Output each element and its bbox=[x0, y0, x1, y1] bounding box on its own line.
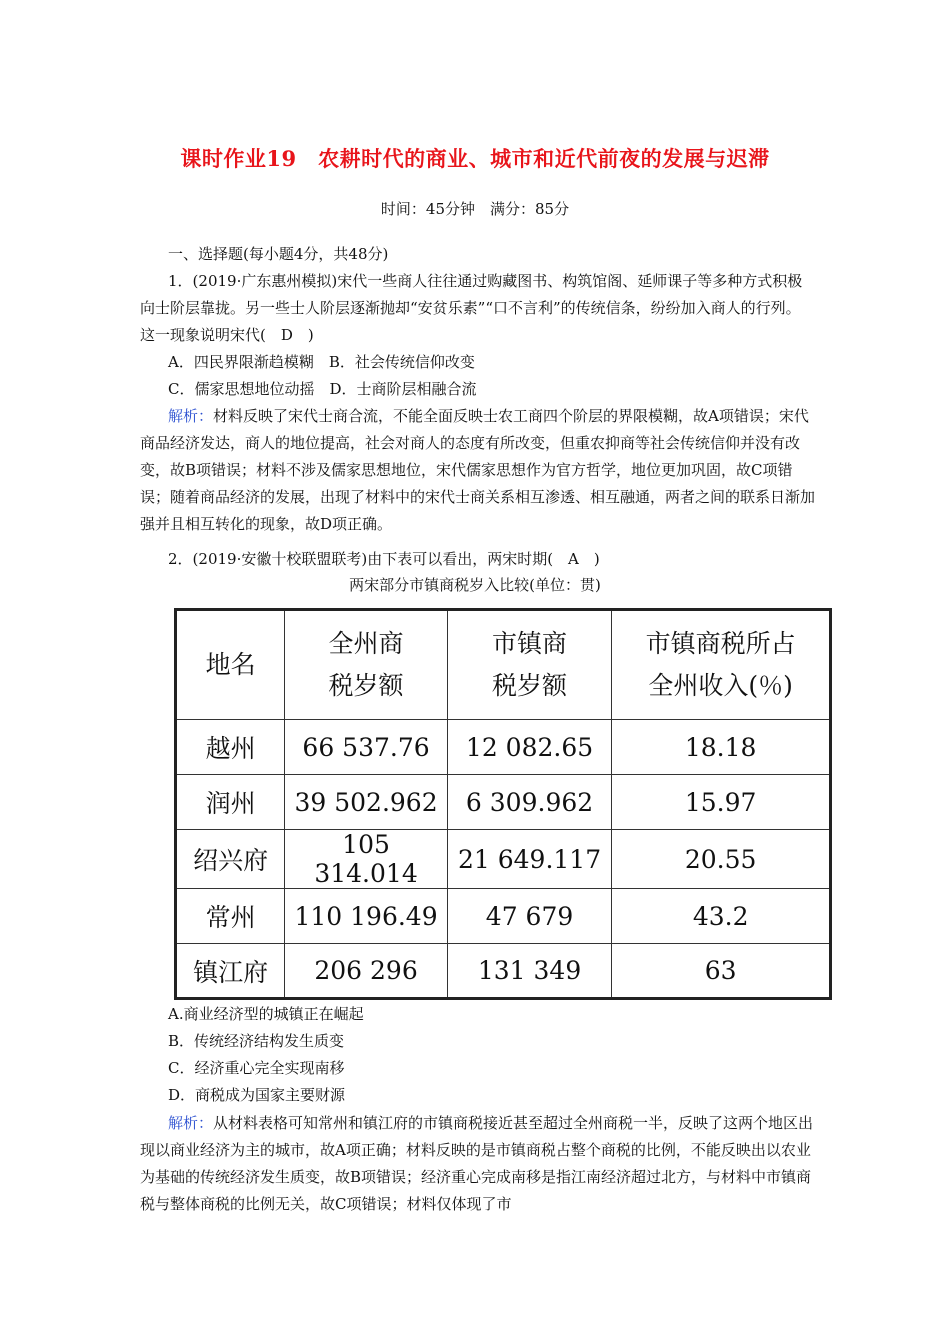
cell-prefecture-tax: 110 196.49 bbox=[285, 889, 448, 944]
q1-analysis-text: 材料反映了宋代士商合流，不能全面反映士农工商四个阶层的界限模糊，故A项错误；宋代商品经济发达，商人的地位提高，社会对商人的态度有所改变，但重农抑商等社会传统信仰并没有改变，故B项错误；材料不涉及儒家思想地位，宋代儒家思想作为官方哲学，地位更加巩固，故C项错误；随着商品经济的发展，出现了材料中的宋代士商关系相互渗透、相互融通，两者之间的联系日渐加强并且相互转化的现象，故D项正确。 bbox=[140, 407, 816, 533]
cell-prefecture-tax: 105 314.014 bbox=[285, 830, 448, 889]
q1-options-cd: C．儒家思想地位动摇 D．士商阶层相融合流 bbox=[168, 380, 477, 398]
time-info: 时间：45分钟 满分：85分 bbox=[380, 200, 570, 218]
table-row bbox=[176, 889, 831, 944]
q2-option-b: B．传统经济结构发生质变 bbox=[168, 1032, 345, 1050]
q2-analysis-text: 从材料表格可知常州和镇江府的市镇商税接近甚至超过全州商税一半，反映了这两个地区出现以商业经济为主的城市，故A项正确；材料反映的是市镇商税占整个商税的比例，不能反映出以农业为基础的传统经济发生质变，故B项错误；经济重心完成南移是指江南经济超过北方，与材料中市镇商税与整体商税的比例无关，故C项错误；材料仅体现了市 bbox=[140, 1114, 814, 1213]
cell-market-tax: 47 679 bbox=[447, 889, 612, 944]
header-place: 地名 bbox=[176, 610, 285, 720]
cell-market-tax: 21 649.117 bbox=[447, 830, 612, 889]
q2-option-d: D．商税成为国家主要财源 bbox=[168, 1086, 346, 1104]
q1-stem: 1．(2019·广东惠州模拟)宋代一些商人往往通过购藏图书、构筑馆阁、延师课子等多种方式积极向士阶层靠拢。另一些士人阶层逐渐抛却“安贫乐素”“口不言利”的传统信条，纷纷加入商人的行列。这一现象说明宋代( D ) bbox=[140, 272, 803, 344]
table-row bbox=[176, 775, 831, 830]
table-header-row bbox=[176, 610, 831, 720]
table-row bbox=[176, 720, 831, 775]
cell-place: 润州 bbox=[176, 775, 285, 830]
q1-analysis-label: 解析： bbox=[168, 407, 214, 425]
cell-prefecture-tax: 66 537.76 bbox=[285, 720, 448, 775]
header-prefecture-tax: 全州商 税岁额 bbox=[285, 610, 448, 720]
table-caption: 两宋部分市镇商税岁入比较(单位：贯) bbox=[349, 576, 601, 594]
cell-place: 越州 bbox=[176, 720, 285, 775]
header-ratio: 市镇商税所占 全州收入(％) bbox=[612, 610, 831, 720]
cell-prefecture-tax: 206 296 bbox=[285, 944, 448, 999]
table-row bbox=[176, 830, 831, 889]
page-title: 课时作业19 农耕时代的商业、城市和近代前夜的发展与迟滞 bbox=[180, 146, 770, 171]
cell-ratio: 20.55 bbox=[612, 830, 831, 889]
q2-option-c: C．经济重心完全实现南移 bbox=[168, 1059, 345, 1077]
cell-ratio: 63 bbox=[612, 944, 831, 999]
q2-analysis bbox=[140, 1110, 815, 1218]
tax-table bbox=[174, 608, 832, 1000]
cell-ratio: 15.97 bbox=[612, 775, 831, 830]
q2-option-a: A.商业经济型的城镇正在崛起 bbox=[168, 1005, 364, 1023]
cell-market-tax: 131 349 bbox=[447, 944, 612, 999]
cell-place: 绍兴府 bbox=[176, 830, 285, 889]
q1-analysis bbox=[140, 403, 815, 538]
cell-prefecture-tax: 39 502.962 bbox=[285, 775, 448, 830]
table-row bbox=[176, 944, 831, 999]
section-heading: 一、选择题(每小题4分，共48分) bbox=[168, 245, 389, 263]
cell-ratio: 18.18 bbox=[612, 720, 831, 775]
cell-ratio: 43.2 bbox=[612, 889, 831, 944]
cell-market-tax: 12 082.65 bbox=[447, 720, 612, 775]
q2-stem: 2．(2019·安徽十校联盟联考)由下表可以看出，两宋时期( A ) bbox=[168, 550, 600, 568]
header-market-tax: 市镇商 税岁额 bbox=[447, 610, 612, 720]
q1-options-ab: A．四民界限渐趋模糊 B．社会传统信仰改变 bbox=[168, 353, 475, 371]
q2-analysis-label: 解析： bbox=[168, 1114, 214, 1132]
cell-place: 镇江府 bbox=[176, 944, 285, 999]
cell-place: 常州 bbox=[176, 889, 285, 944]
cell-market-tax: 6 309.962 bbox=[447, 775, 612, 830]
